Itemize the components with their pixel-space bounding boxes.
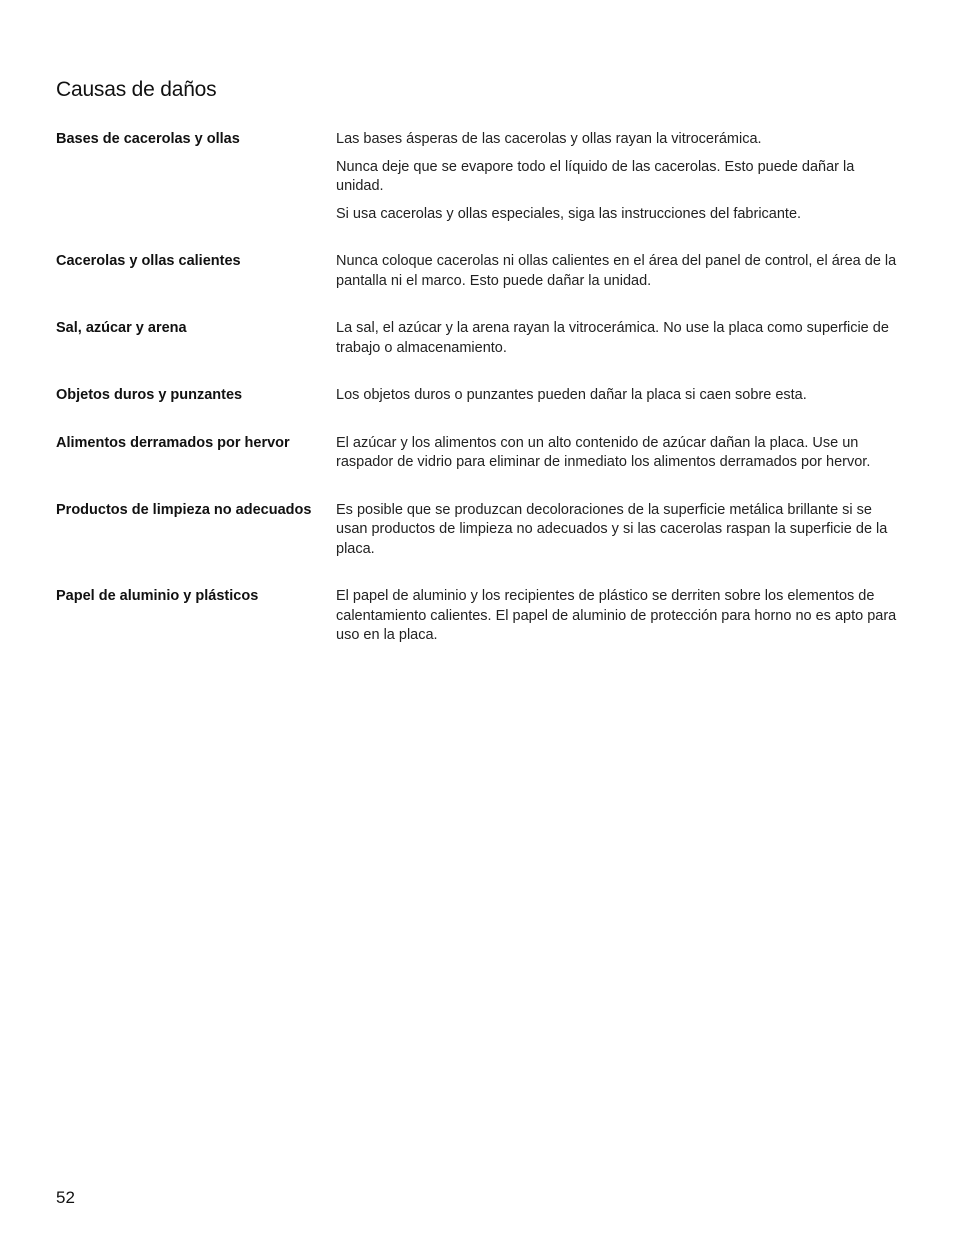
entry-description <box>336 386 898 406</box>
entry-term: Objetos duros y punzantes <box>56 387 243 403</box>
entry-term: Alimentos derramados por hervor <box>56 434 290 451</box>
entry-term: Cacerolas y ollas calientes <box>56 253 241 269</box>
entry-paragraph: Las bases ásperas de las cacerolas y ollas rayan la vitrocerámica. <box>336 131 762 147</box>
entry-description <box>336 434 898 473</box>
entry-alimentos-derramados <box>56 434 898 473</box>
entry-objetos-duros <box>56 386 898 406</box>
entry-term: Sal, azúcar y arena <box>56 320 187 336</box>
entry-description <box>336 319 898 358</box>
entry-term: Productos de limpieza no adecuados <box>56 501 312 518</box>
entry-papel-aluminio <box>56 587 898 646</box>
entry-paragraph: Si usa cacerolas y ollas especiales, siga las instrucciones del fabricante. <box>336 205 802 222</box>
entry-paragraph: El azúcar y los alimentos con un alto contenido de azúcar dañan la placa. Use un raspador de vidrio para eliminar de inmediato los alimentos derramados por hervor. <box>336 434 871 470</box>
entry-description <box>336 252 898 291</box>
page-number: 52 <box>56 1188 75 1207</box>
entry-paragraph: Es posible que se produzcan decoloraciones de la superficie metálica brillante si se usan productos de limpieza no adecuados y si las cacerolas raspan la superficie de la placa. <box>336 501 888 557</box>
entry-description <box>336 130 898 224</box>
entry-cacerolas-calientes <box>56 252 898 291</box>
damage-causes-list <box>56 130 898 674</box>
entry-paragraph: Los objetos duros o punzantes pueden dañar la placa si caen sobre esta. <box>336 387 807 403</box>
entry-bases-cacerolas <box>56 130 898 224</box>
entry-paragraph: Nunca deje que se evapore todo el líquido de las cacerolas. Esto puede dañar la unidad. <box>336 158 855 194</box>
entry-paragraph: Nunca coloque cacerolas ni ollas calientes en el área del panel de control, el área de la pantalla ni el marco. Esto puede dañar la unidad. <box>336 253 897 289</box>
entry-description <box>336 587 898 646</box>
entry-paragraph: El papel de aluminio y los recipientes de plástico se derriten sobre los elementos de calentamiento calientes. El papel de aluminio de protección para horno no es apto para uso en la placa. <box>336 588 897 643</box>
entry-description <box>336 501 898 560</box>
entry-sal-azucar-arena <box>56 319 898 358</box>
entry-term: Bases de cacerolas y ollas <box>56 131 240 147</box>
entry-productos-limpieza <box>56 501 898 560</box>
page-title: Causas de daños <box>56 78 217 101</box>
entry-paragraph: La sal, el azúcar y la arena rayan la vitrocerámica. No use la placa como superficie de trabajo o almacenamiento. <box>336 320 889 356</box>
entry-term: Papel de aluminio y plásticos <box>56 588 259 604</box>
